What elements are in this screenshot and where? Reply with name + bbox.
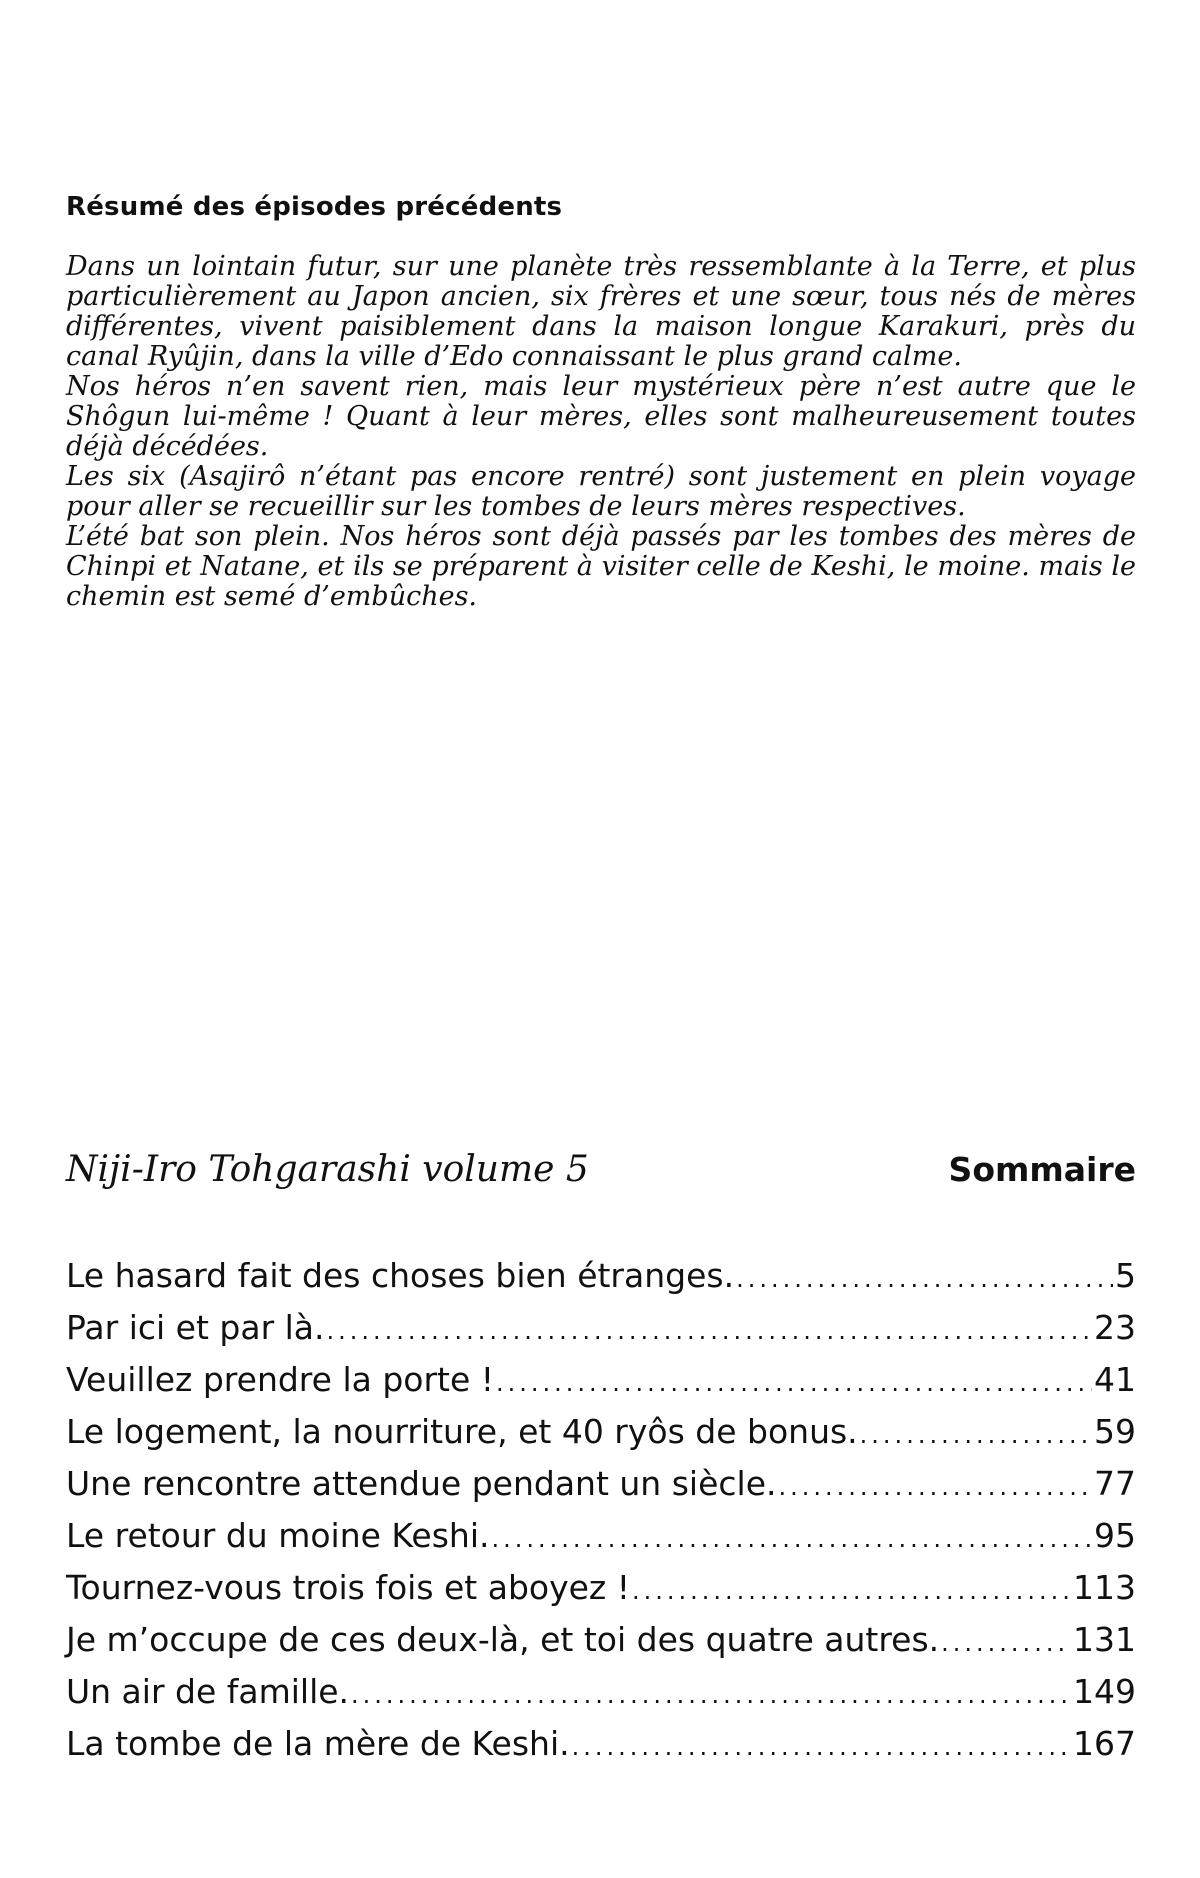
toc-entry	[66, 1250, 1136, 1302]
toc-entry-page: 149	[1073, 1672, 1136, 1711]
previous-episodes-summary	[66, 192, 1136, 612]
toc-heading: Sommaire	[948, 1150, 1136, 1189]
table-of-contents	[66, 1250, 1136, 1770]
toc-entry-page: 167	[1073, 1724, 1136, 1763]
summary-paragraph: Dans un lointain futur, sur une planète très ressemblante à la Terre, et plus particulièrement au Japon ancien, six frères et une sœur, tous nés de mères différentes, vivent paisiblement dans la maison longue Karakuri, près du canal Ryûjin, dans la ville d’Edo connaissant le plus grand calme.	[66, 251, 1136, 372]
toc-entry-title: Le logement, la nourriture, et 40 ryôs de bonus.	[66, 1412, 858, 1451]
dot-leader	[351, 1669, 1071, 1721]
toc-entry	[66, 1354, 1136, 1406]
dot-leader	[860, 1409, 1092, 1461]
dot-leader	[327, 1305, 1092, 1357]
summary-paragraph: Les six (Asajirô n’étant pas encore rentré) sont justement en plein voyage pour aller se recueillir sur les tombes de leurs mères respectives.	[66, 461, 1136, 522]
toc-entry	[66, 1718, 1136, 1770]
toc-entry-title: Le hasard fait des choses bien étranges.	[66, 1256, 735, 1295]
summary-paragraph: L’été bat son plein. Nos héros sont déjà passés par les tombes des mères de Chinpi et Natane, et ils se préparent à visiter celle de Keshi, le moine. mais le chemin est semé d’embûches.	[66, 521, 1136, 612]
dot-leader	[941, 1617, 1071, 1669]
toc-entry-page: 23	[1094, 1308, 1136, 1347]
summary-paragraph: Nos héros n’en savent rien, mais leur mystérieux père n’est autre que le Shôgun lui-même ! Quant à leur mères, elles sont malheureusement toutes déjà décédées.	[66, 371, 1136, 462]
summary-body	[66, 252, 1136, 612]
toc-entry-title: Le retour du moine Keshi.	[66, 1516, 490, 1555]
dot-leader	[632, 1565, 1071, 1617]
toc-entry-title: Un air de famille.	[66, 1672, 350, 1711]
toc-entry-title: Une rencontre attendue pendant un siècle.	[66, 1464, 777, 1503]
toc-entry-page: 41	[1094, 1360, 1136, 1399]
toc-entry-page: 113	[1073, 1568, 1136, 1607]
toc-entry-title: Veuillez prendre la porte !	[66, 1360, 494, 1399]
toc-entry-page: 95	[1094, 1516, 1136, 1555]
toc-entry-page: 77	[1094, 1464, 1136, 1503]
toc-entry-title: Tournez-vous trois fois et aboyez !	[66, 1568, 630, 1607]
toc-entry	[66, 1406, 1136, 1458]
toc-entry-title: Par ici et par là.	[66, 1308, 325, 1347]
toc-entry	[66, 1562, 1136, 1614]
dot-leader	[778, 1461, 1092, 1513]
dot-leader	[491, 1513, 1092, 1565]
toc-entry-title: Je m’occupe de ces deux-là, et toi des quatre autres.	[66, 1620, 940, 1659]
toc-header	[66, 1148, 1136, 1192]
dot-leader	[572, 1721, 1071, 1773]
toc-entry	[66, 1614, 1136, 1666]
series-title: Niji-Iro Tohgarashi volume 5	[66, 1149, 589, 1190]
toc-entry-page: 5	[1115, 1256, 1136, 1295]
toc-entry	[66, 1458, 1136, 1510]
toc-entry	[66, 1302, 1136, 1354]
toc-entry-page: 131	[1073, 1620, 1136, 1659]
toc-entry-title: La tombe de la mère de Keshi.	[66, 1724, 570, 1763]
summary-title: Résumé des épisodes précédents	[66, 192, 563, 222]
dot-leader	[736, 1253, 1113, 1305]
toc-entry	[66, 1666, 1136, 1718]
toc-entry	[66, 1510, 1136, 1562]
dot-leader	[496, 1357, 1092, 1409]
toc-entry-page: 59	[1094, 1412, 1136, 1451]
